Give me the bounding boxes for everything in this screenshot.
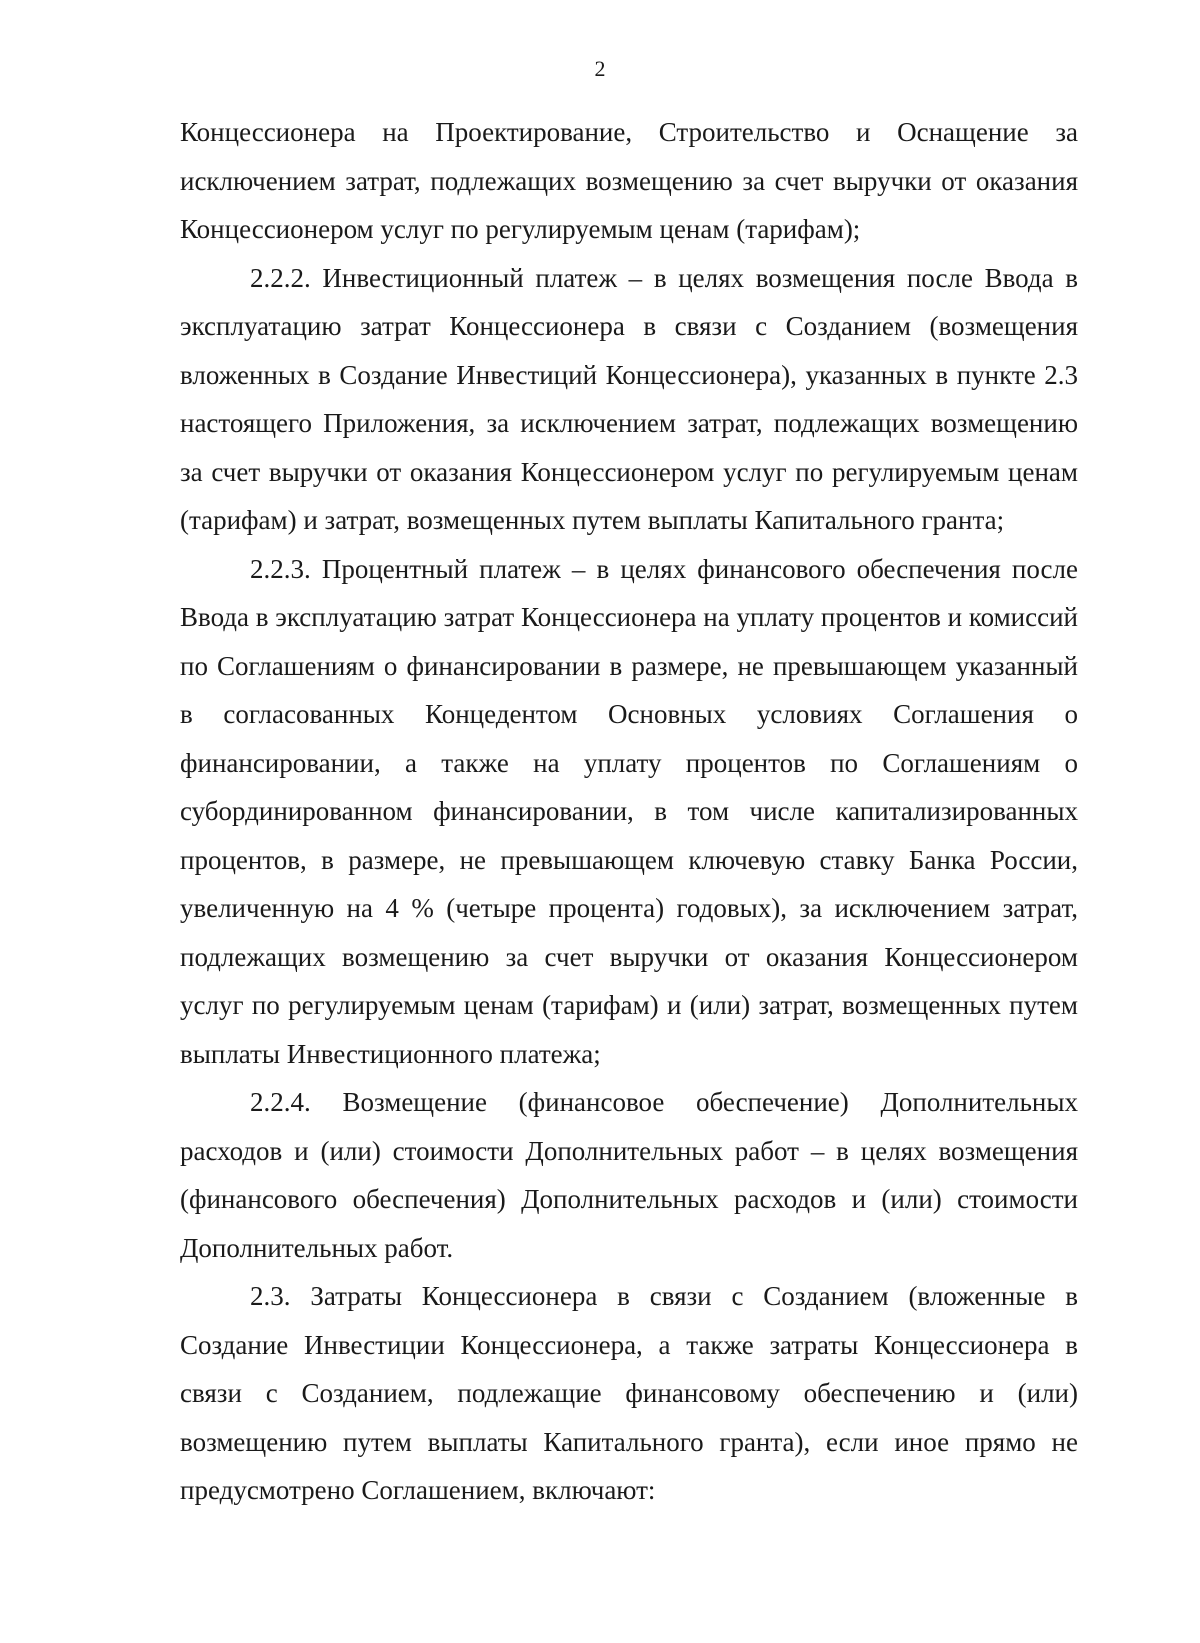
paragraph-2-2-2: 2.2.2. Инвестиционный платеж – в целях возмещения после Ввода в эксплуатацию затрат Концессионера в связи с Созданием (возмещения вложенных в Создание Инвестиций Концессионера), указанных в пункте 2.3 настоящего Приложения, за исключением затрат, подлежащих возмещению за счет выручки от оказания Концессионером услуг по регулируемым ценам (тарифам) и затрат, возмещенных путем выплаты Капитального гранта; <box>180 262 1078 535</box>
paragraph-2-2-4: 2.2.4. Возмещение (финансовое обеспечение) Дополнительных расходов и (или) стоимости Дополнительных работ – в целях возмещения (финансового обеспечения) Дополнительных расходов и (или) стоимости Дополнительных работ. <box>180 1087 1078 1263</box>
document-body <box>180 108 1078 1515</box>
paragraph-2-2-3: 2.2.3. Процентный платеж – в целях финансового обеспечения после Ввода в эксплуатацию затрат Концессионера на уплату процентов и комиссий по Соглашениям о финансировании в размере, не превышающем указанный в согласованных Концедентом Основных условиях Соглашения о финансировании, а также на уплату процентов по Соглашениям о субординированном финансировании, в том числе капитализированных процентов, в размере, не превышающем ключевую ставку Банка России, увеличенную на 4 % (четыре процента) годовых), за исключением затрат, подлежащих возмещению за счет выручки от оказания Концессионером услуг по регулируемым ценам (тарифам) и (или) затрат, возмещенных путем выплаты Инвестиционного платежа; <box>180 553 1078 1069</box>
page-number: 2 <box>594 56 606 81</box>
paragraph-continuation: Концессионера на Проектирование, Строительство и Оснащение за исключением затрат, подлежащих возмещению за счет выручки от оказания Концессионером услуг по регулируемым ценам (тарифам); <box>180 117 1078 244</box>
paragraph-2-3: 2.3. Затраты Концессионера в связи с Созданием (вложенные в Создание Инвестиции Концессионера, а также затраты Концессионера в связи с Созданием, подлежащие финансовому обеспечению и (или) возмещению путем выплаты Капитального гранта), если иное прямо не предусмотрено Соглашением, включают: <box>180 1281 1078 1505</box>
